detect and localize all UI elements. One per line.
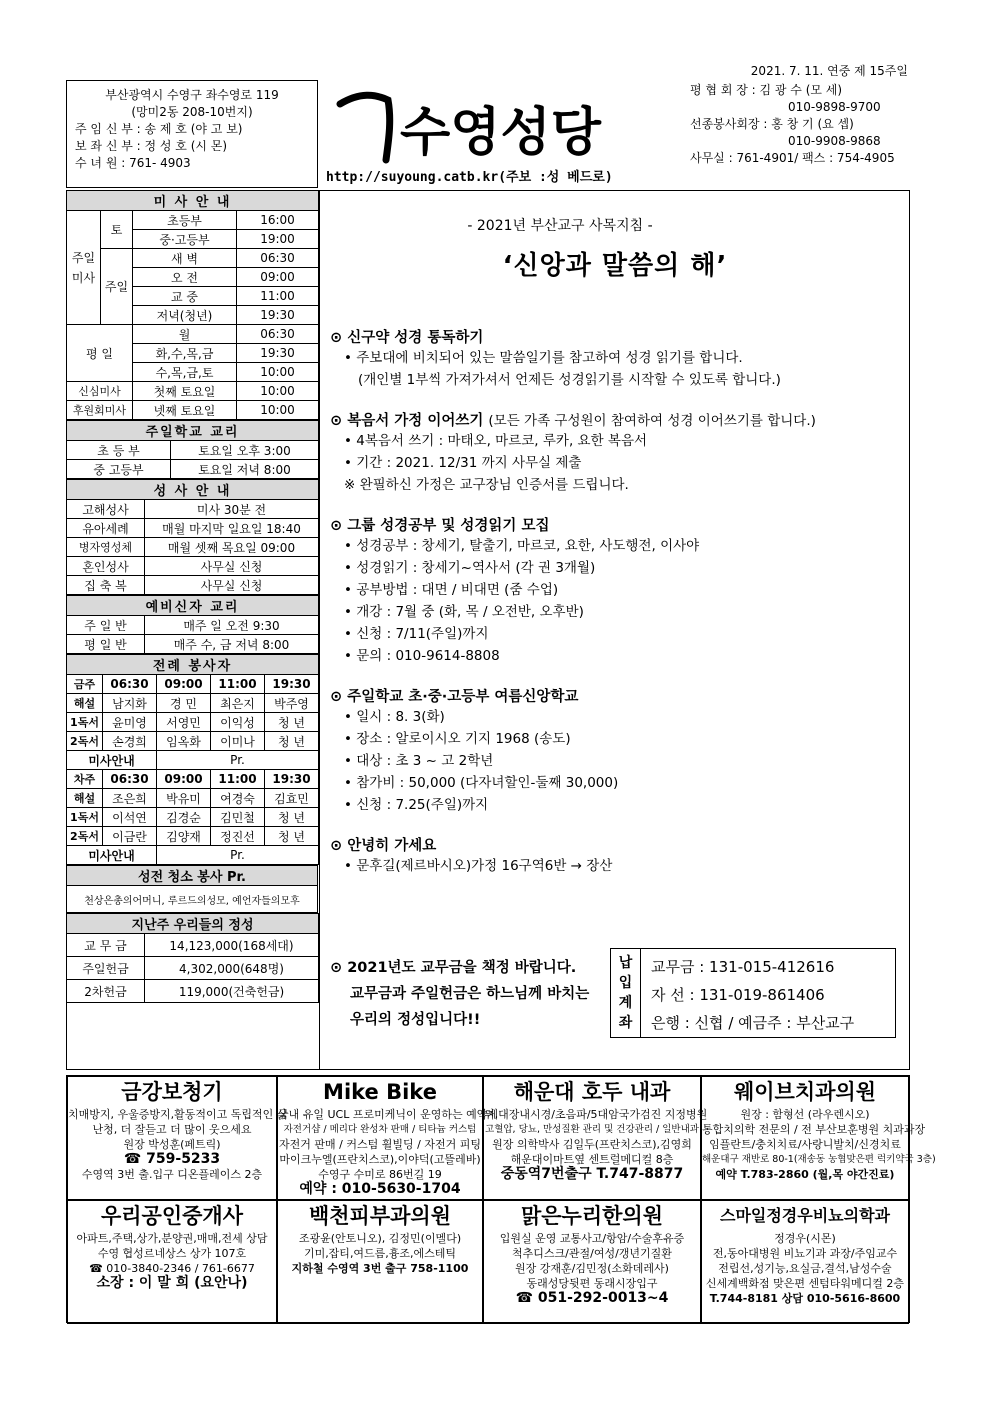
schedule-cell: 중 고등부 xyxy=(67,460,171,479)
schedule-time: 19:30 xyxy=(265,770,319,789)
ad-line: 임플란트/충치치료/사랑니발치/신경치료 xyxy=(709,1138,901,1151)
schedule-time: 09:00 xyxy=(157,675,211,694)
office-phone: 사무실 : 761-4901/ 팩스 : 754-4905 xyxy=(690,151,895,165)
schedule-time: 06:30 xyxy=(103,675,157,694)
server-cell: 이금란 xyxy=(103,827,157,846)
ad-line: 조광윤(안토니오), 김정민(이멜다) xyxy=(298,1232,462,1245)
cleaning-table xyxy=(66,865,318,913)
pastoral-title: ‘신앙과 말씀의 해’ xyxy=(502,251,728,281)
ad-block xyxy=(277,1076,498,1200)
notice-heading: ⊙ 복음서 가정 이어쓰기 (모든 가족 구성원이 참여하여 성경 이어쓰기를 합니다.) xyxy=(330,413,816,429)
server-cell: 최은지 xyxy=(211,694,265,713)
schedule-cell: 매월 셋째 목요일 09:00 xyxy=(145,538,319,557)
server-cell: 청 년 xyxy=(265,827,319,846)
schedule-cell: 집 축 복 xyxy=(67,576,145,595)
schedule-time: 09:00 xyxy=(237,268,319,287)
ad-line: 국내 유일 UCL 프로미케닉이 운영하는 예약제 xyxy=(278,1108,498,1121)
schedule-cell: 사무실 신청 xyxy=(145,557,319,576)
schedule-cell: 미사 30분 전 xyxy=(145,500,319,519)
server-cell: 이익성 xyxy=(211,713,265,732)
server-cell: 여경숙 xyxy=(211,789,265,808)
schedule-cell: 초등부 xyxy=(133,211,237,230)
server-cell: 김민철 xyxy=(211,808,265,827)
ad-line: 해운대이마트옆 센트럴메디컬 8층 xyxy=(510,1153,674,1166)
notice-item: • 문후길(제르바시오)가정 16구역6반 → 장산 xyxy=(344,858,613,874)
server-cell: 청 년 xyxy=(265,713,319,732)
tithe-message-line: 교무금과 주일헌금은 하느님께 바치는 xyxy=(350,986,590,1002)
sunday-label: 주일 xyxy=(101,249,133,325)
ad-title: 우리공인중개사 xyxy=(100,1204,243,1228)
tithe-message xyxy=(330,955,605,1033)
schedule-cell: 평 일 반 xyxy=(67,635,145,654)
ad-line: 입원실 운영 교통사고/항암/수술후유증 xyxy=(499,1232,685,1245)
notice-section xyxy=(330,326,900,391)
account-row: 자 선 : 131-019-861406 xyxy=(651,986,825,1004)
ad-line: ☎ 010-3840-2346 / 761-6677 xyxy=(89,1262,255,1275)
notice-item: • 참가비 : 50,000 (다자녀할인-둘째 30,000) xyxy=(344,775,619,791)
notice-section xyxy=(330,834,900,877)
council-chair-phone: 010-9898-9700 xyxy=(788,100,881,114)
ad-line: 난청, 더 잘듣고 더 많이 웃으세요 xyxy=(92,1123,252,1136)
catechumen-table xyxy=(66,595,319,654)
server-cell: 손경희 xyxy=(103,732,157,751)
schedule-cell: 토요일 저녁 8:00 xyxy=(171,460,319,479)
ad-phone: ☎ 051-292-0013~4 xyxy=(515,1290,669,1306)
ad-line: 척추디스크/관절/여성/갱년기질환 xyxy=(512,1247,672,1260)
school-title: 주일학교 교리 xyxy=(67,421,319,441)
ad-line: 자전거샵 / 메리다 완성차 판매 / 티타늄 커스텀 xyxy=(283,1124,477,1135)
ad-phone: 예약 T.783-2860 (월,목 야간진료) xyxy=(715,1168,895,1181)
account-box xyxy=(610,948,896,1038)
ad-line: 마이크누엘(프란치스코),이야덕(고뜰레바) xyxy=(279,1153,481,1166)
notice-item: • 4복음서 쓰기 : 마태오, 마르코, 루카, 요한 복음서 xyxy=(344,433,648,449)
ad-title: 백천피부과의원 xyxy=(308,1204,451,1228)
ad-line: 전,동아대병원 비뇨기과 과장/주임교수 xyxy=(712,1247,898,1260)
role-cell: 2독서 xyxy=(67,827,103,846)
notice-item: • 개강 : 7월 중 (화, 목 / 오전반, 오후반) xyxy=(344,604,584,620)
account-row: 교무금 : 131-015-412616 xyxy=(651,958,835,976)
notice-item: • 신청 : 7/11(주일)까지 xyxy=(344,626,489,642)
notice-section xyxy=(330,409,900,496)
schedule-cell: 오 전 xyxy=(133,268,237,287)
ad-title: 금강보청기 xyxy=(121,1080,223,1104)
offering-value: 4,302,000(648명) xyxy=(145,957,319,980)
website-line xyxy=(326,166,696,185)
cleaning-title: 성전 청소 봉사 Pr. xyxy=(67,866,318,886)
guide-value: Pr. xyxy=(157,751,319,770)
address-line: 부산광역시 수영구 좌수영로 119 xyxy=(105,88,279,102)
weekday-label: 평 일 xyxy=(67,325,133,382)
server-cell: 윤미영 xyxy=(103,713,157,732)
schedule-time: 11:00 xyxy=(211,770,265,789)
notice-item: (개인별 1부씩 가져가셔서 언제든 성경읽기를 시작할 수 있도록 합니다.) xyxy=(358,372,781,388)
schedule-cell: 사무실 신청 xyxy=(145,576,319,595)
ad-line: 원장 : 함형선 (라우렌시오) xyxy=(740,1108,870,1121)
schedule-time: 06:30 xyxy=(237,249,319,268)
schedule-cell: 새 벽 xyxy=(133,249,237,268)
ad-line: 정경우(시몬) xyxy=(774,1232,836,1245)
schedule-time: 09:00 xyxy=(157,770,211,789)
notice-item: • 성경읽기 : 창세기~역사서 (각 권 3개월) xyxy=(344,560,596,576)
schedule-cell: 매주 수, 금 저녁 8:00 xyxy=(145,635,319,654)
schedule-time: 16:00 xyxy=(237,211,319,230)
ad-line: 해운대구 재반로 80-1(재송동 농협맞은편 럭키약국 3층) xyxy=(702,1154,936,1165)
server-cell: 청 년 xyxy=(265,732,319,751)
sacrament-table xyxy=(66,479,319,595)
ad-line: 신세계백화점 맞은편 센텀타워메디컬 2층 xyxy=(705,1277,905,1290)
ad-phone: 예약 : 010-5630-1704 xyxy=(299,1181,461,1197)
offering-value: 14,123,000(168세대) xyxy=(145,934,319,957)
schedule-cell: 수,목,금,토 xyxy=(133,363,237,382)
schedule-time: 19:30 xyxy=(237,344,319,363)
schedule-cell: 화,수,목,금 xyxy=(133,344,237,363)
ad-footer: 수영역 3번 출.입구 디온플레이스 2층 xyxy=(81,1168,263,1181)
council-vice: 선종봉사회장 : 홍 창 기 (요 셉) xyxy=(690,117,854,131)
saturday-label: 토 xyxy=(101,211,133,249)
server-cell: 청 년 xyxy=(265,808,319,827)
server-cell: 정진선 xyxy=(211,827,265,846)
offering-label: 2차헌금 xyxy=(67,980,145,1003)
address-line-2: (망미2동 208-10번지) xyxy=(131,105,253,119)
schedule-cell: 넷째 토요일 xyxy=(133,401,237,420)
website-url[interactable]: http://suyoung.catb.kr xyxy=(326,170,499,185)
notice-item: • 기간 : 2021. 12/31 까지 사무실 제출 xyxy=(344,455,582,471)
notice-heading: ⊙ 그룹 성경공부 및 성경읽기 모집 xyxy=(330,518,550,534)
role-cell: 해설 xyxy=(67,694,103,713)
offering-value: 119,000(건축헌금) xyxy=(145,980,319,1003)
logo-text: 수영성당 xyxy=(400,103,601,163)
offering-title: 지난주 우리들의 정성 xyxy=(67,914,319,934)
notice-item: • 신청 : 7.25(주일)까지 xyxy=(344,797,489,813)
guide-label: 미사안내 xyxy=(67,751,157,770)
ad-phone: 중동역7번출구 T.747-8877 xyxy=(500,1166,684,1182)
tithe-message-line: 우리의 정성입니다!! xyxy=(350,1012,481,1028)
sunday-school-table xyxy=(66,420,319,479)
ad-line: 원장 의학박사 김일두(프란치스코),김영희 xyxy=(492,1138,692,1151)
pastoral-subtitle: - 2021년 부산교구 사목지침 - xyxy=(467,218,653,234)
server-table xyxy=(66,654,319,865)
schedule-time: 06:30 xyxy=(237,325,319,344)
notice-item: • 장소 : 알로이시오 기지 1968 (송도) xyxy=(344,731,571,747)
tithe-message-line: ⊙ 2021년도 교무금을 책정 바랍니다. xyxy=(330,960,577,976)
notice-item: • 문의 : 010-9614-8808 xyxy=(344,648,500,664)
ad-line: 기미,잡티,여드름,흉조,에스테틱 xyxy=(303,1247,457,1260)
notice-item: • 일시 : 8. 3(화) xyxy=(344,709,445,725)
parish-info xyxy=(66,80,318,188)
schedule-cell: 저녁(청년) xyxy=(133,306,237,325)
ad-line: 동래성당뒷편 동래시장입구 xyxy=(526,1277,658,1290)
sister-line: 수 녀 원 : 761- 4903 xyxy=(75,156,191,170)
notice-note: (모든 가족 구성원이 참여하여 성경 이어쓰기를 합니다.) xyxy=(488,413,816,429)
ad-line: 원장 박성훈(페트릭) xyxy=(123,1138,221,1151)
schedule-cell: 첫째 토요일 xyxy=(133,382,237,401)
schedule-cell: 혼인성사 xyxy=(67,557,145,576)
logo-mark-icon xyxy=(330,82,680,172)
ad-line: 통합치의학 전문의 / 전 부산보훈병원 치과과장 xyxy=(702,1123,926,1136)
server-cell: 조은희 xyxy=(103,789,157,808)
server-cell: 이석연 xyxy=(103,808,157,827)
main-content xyxy=(330,215,900,1060)
notice-item: • 공부방법 : 대면 / 비대면 (줌 수업) xyxy=(344,582,559,598)
notice-heading: ⊙ 신구약 성경 통독하기 xyxy=(330,330,484,346)
server-cell: 임옥화 xyxy=(157,732,211,751)
council-chair: 평 협 회 장 : 김 광 수 (모 세) xyxy=(690,83,843,97)
ad-line: 전립선,성기능,요실금,결석,남성수술 xyxy=(718,1262,892,1275)
schedule-cell: 중·고등부 xyxy=(133,230,237,249)
ad-block xyxy=(277,1200,483,1324)
server-cell: 남지화 xyxy=(103,694,157,713)
ad-line: 치매방지, 우울증방지,활동적이고 독립적인 삶 xyxy=(68,1108,288,1121)
server-cell: 김효민 xyxy=(265,789,319,808)
ad-phone: ☎ 759-5233 xyxy=(123,1151,221,1167)
role-cell: 1독서 xyxy=(67,808,103,827)
schedule-cell: 월 xyxy=(133,325,237,344)
notice-heading: ⊙ 안녕히 가세요 xyxy=(330,838,437,854)
notice-heading: ⊙ 주일학교 초·중·고등부 여름신앙학교 xyxy=(330,689,579,705)
schedule-time: 10:00 xyxy=(237,382,319,401)
schedule-time: 19:30 xyxy=(265,675,319,694)
notice-sections xyxy=(330,326,900,877)
schedule-cell: 신심미사 xyxy=(67,382,133,401)
ads-section xyxy=(66,1075,936,1323)
schedule-time: 10:00 xyxy=(237,363,319,382)
notice-section xyxy=(330,514,900,667)
offering-table xyxy=(66,913,319,1003)
ad-phone: 지하철 수영역 3번 출구 758-1100 xyxy=(291,1262,469,1275)
assistant-line: 보 좌 신 부 : 정 성 호 (시 몬) xyxy=(75,139,228,153)
sacrament-title: 성 사 안 내 xyxy=(67,480,319,500)
role-cell: 해설 xyxy=(67,789,103,808)
cleaning-groups: 천상은총의어머니, 루르드의성모, 예언자들의모후 xyxy=(67,886,318,913)
ad-line: 수영구 수미로 86번길 19 xyxy=(318,1168,442,1181)
role-cell: 1독서 xyxy=(67,713,103,732)
ad-phone: T.744-8181 상담 010-5616-8600 xyxy=(709,1292,901,1305)
schedule-cell: 병자영성체 xyxy=(67,538,145,557)
patron-saint: (주보 :성 베드로) xyxy=(498,170,613,185)
schedule-cell: 교 중 xyxy=(133,287,237,306)
offering-label: 교 무 금 xyxy=(67,934,145,957)
ad-line: 자전거 판매 / 커스텀 휠빌딩 / 자전거 피팅 xyxy=(279,1138,481,1151)
guide-value: Pr. xyxy=(157,846,319,865)
ad-block xyxy=(67,1076,288,1200)
ad-line: 아파트,주택,상가,분양권,매매,전세 상담 xyxy=(76,1232,268,1245)
schedule-time: 10:00 xyxy=(237,401,319,420)
ad-block xyxy=(701,1200,909,1324)
catechumen-title: 예비신자 교리 xyxy=(67,596,319,616)
notice-item: • 성경공부 : 창세기, 탈출기, 마르코, 요한, 사도행전, 이사야 xyxy=(344,538,700,554)
ad-title: 해운대 호두 내과 xyxy=(513,1080,671,1104)
ad-title: 스마일정경우비뇨의학과 xyxy=(719,1206,891,1225)
schedule-time: 11:00 xyxy=(237,287,319,306)
mass-title: 미 사 안 내 xyxy=(67,191,319,211)
ad-block xyxy=(483,1076,708,1200)
account-tag xyxy=(611,949,641,1037)
ad-phone: 소장 : 이 말 희 (요안나) xyxy=(96,1275,248,1291)
notice-item: • 대상 : 초 3 ~ 고 2학년 xyxy=(344,753,494,769)
council-vice-phone: 010-9908-9868 xyxy=(788,134,881,148)
notice-item: ※ 완필하신 가정은 교구장님 인증서를 드립니다. xyxy=(344,477,629,493)
ad-title: 맑은누리한의원 xyxy=(520,1204,663,1228)
ad-block xyxy=(67,1200,277,1324)
sunday-mass-label: 주일미사 xyxy=(67,211,101,325)
ad-line: 수영 협성르네상스 상가 107호 xyxy=(97,1247,247,1260)
schedule-cell: 고해성사 xyxy=(67,500,145,519)
schedule-cell: 초 등 부 xyxy=(67,441,171,460)
week-label: 금주 xyxy=(67,675,103,694)
council-info xyxy=(690,80,910,188)
server-cell: 이미나 xyxy=(211,732,265,751)
account-tag-text: 납 입 계 좌 xyxy=(618,955,633,1031)
schedule-time: 11:00 xyxy=(211,675,265,694)
schedule-time: 06:30 xyxy=(103,770,157,789)
account-row: 은행 : 신협 / 예금주 : 부산교구 xyxy=(651,1014,855,1032)
offering-label: 주일헌금 xyxy=(67,957,145,980)
server-title: 전례 봉사자 xyxy=(67,655,319,675)
schedule-cell: 토요일 오후 3:00 xyxy=(171,441,319,460)
server-cell: 서영민 xyxy=(157,713,211,732)
pastor-line: 주 임 신 부 : 송 제 호 (야 고 보) xyxy=(75,122,243,136)
guide-label: 미사안내 xyxy=(67,846,157,865)
server-cell: 김양재 xyxy=(157,827,211,846)
schedule-time: 19:30 xyxy=(237,306,319,325)
ad-line: 고혈압, 당뇨, 만성질환 관리 및 건강관리 / 일반내과 xyxy=(485,1124,699,1135)
ad-title: Mike Bike xyxy=(323,1080,437,1104)
role-cell: 2독서 xyxy=(67,732,103,751)
schedule-cell: 매월 마지막 일요일 18:40 xyxy=(145,519,319,538)
server-cell: 박유미 xyxy=(157,789,211,808)
sidebar xyxy=(66,190,320,1070)
schedule-time: 19:00 xyxy=(237,230,319,249)
schedule-cell: 주 일 반 xyxy=(67,616,145,635)
server-cell: 박주영 xyxy=(265,694,319,713)
ad-line: 원장 강재훈/김민정(소화데레사) xyxy=(515,1262,669,1275)
issue-date: 2021. 7. 11. 연중 제 15주일 xyxy=(750,64,908,78)
schedule-cell: 유아세례 xyxy=(67,519,145,538)
server-cell: 경 민 xyxy=(157,694,211,713)
schedule-cell: 후원회미사 xyxy=(67,401,133,420)
ad-title: 웨이브치과의원 xyxy=(733,1080,876,1104)
notice-item: • 주보대에 비치되어 있는 말씀일기를 참고하여 성경 읽기를 합니다. xyxy=(344,350,743,366)
server-cell: 김경순 xyxy=(157,808,211,827)
week-label: 차주 xyxy=(67,770,103,789)
ad-block xyxy=(701,1076,936,1200)
ad-block xyxy=(483,1200,701,1324)
notice-section xyxy=(330,685,900,816)
schedule-cell: 매주 일 오전 9:30 xyxy=(145,616,319,635)
ad-line: 위,대장내시경/초음파/5대암국가검진 지정병원 xyxy=(484,1108,708,1121)
